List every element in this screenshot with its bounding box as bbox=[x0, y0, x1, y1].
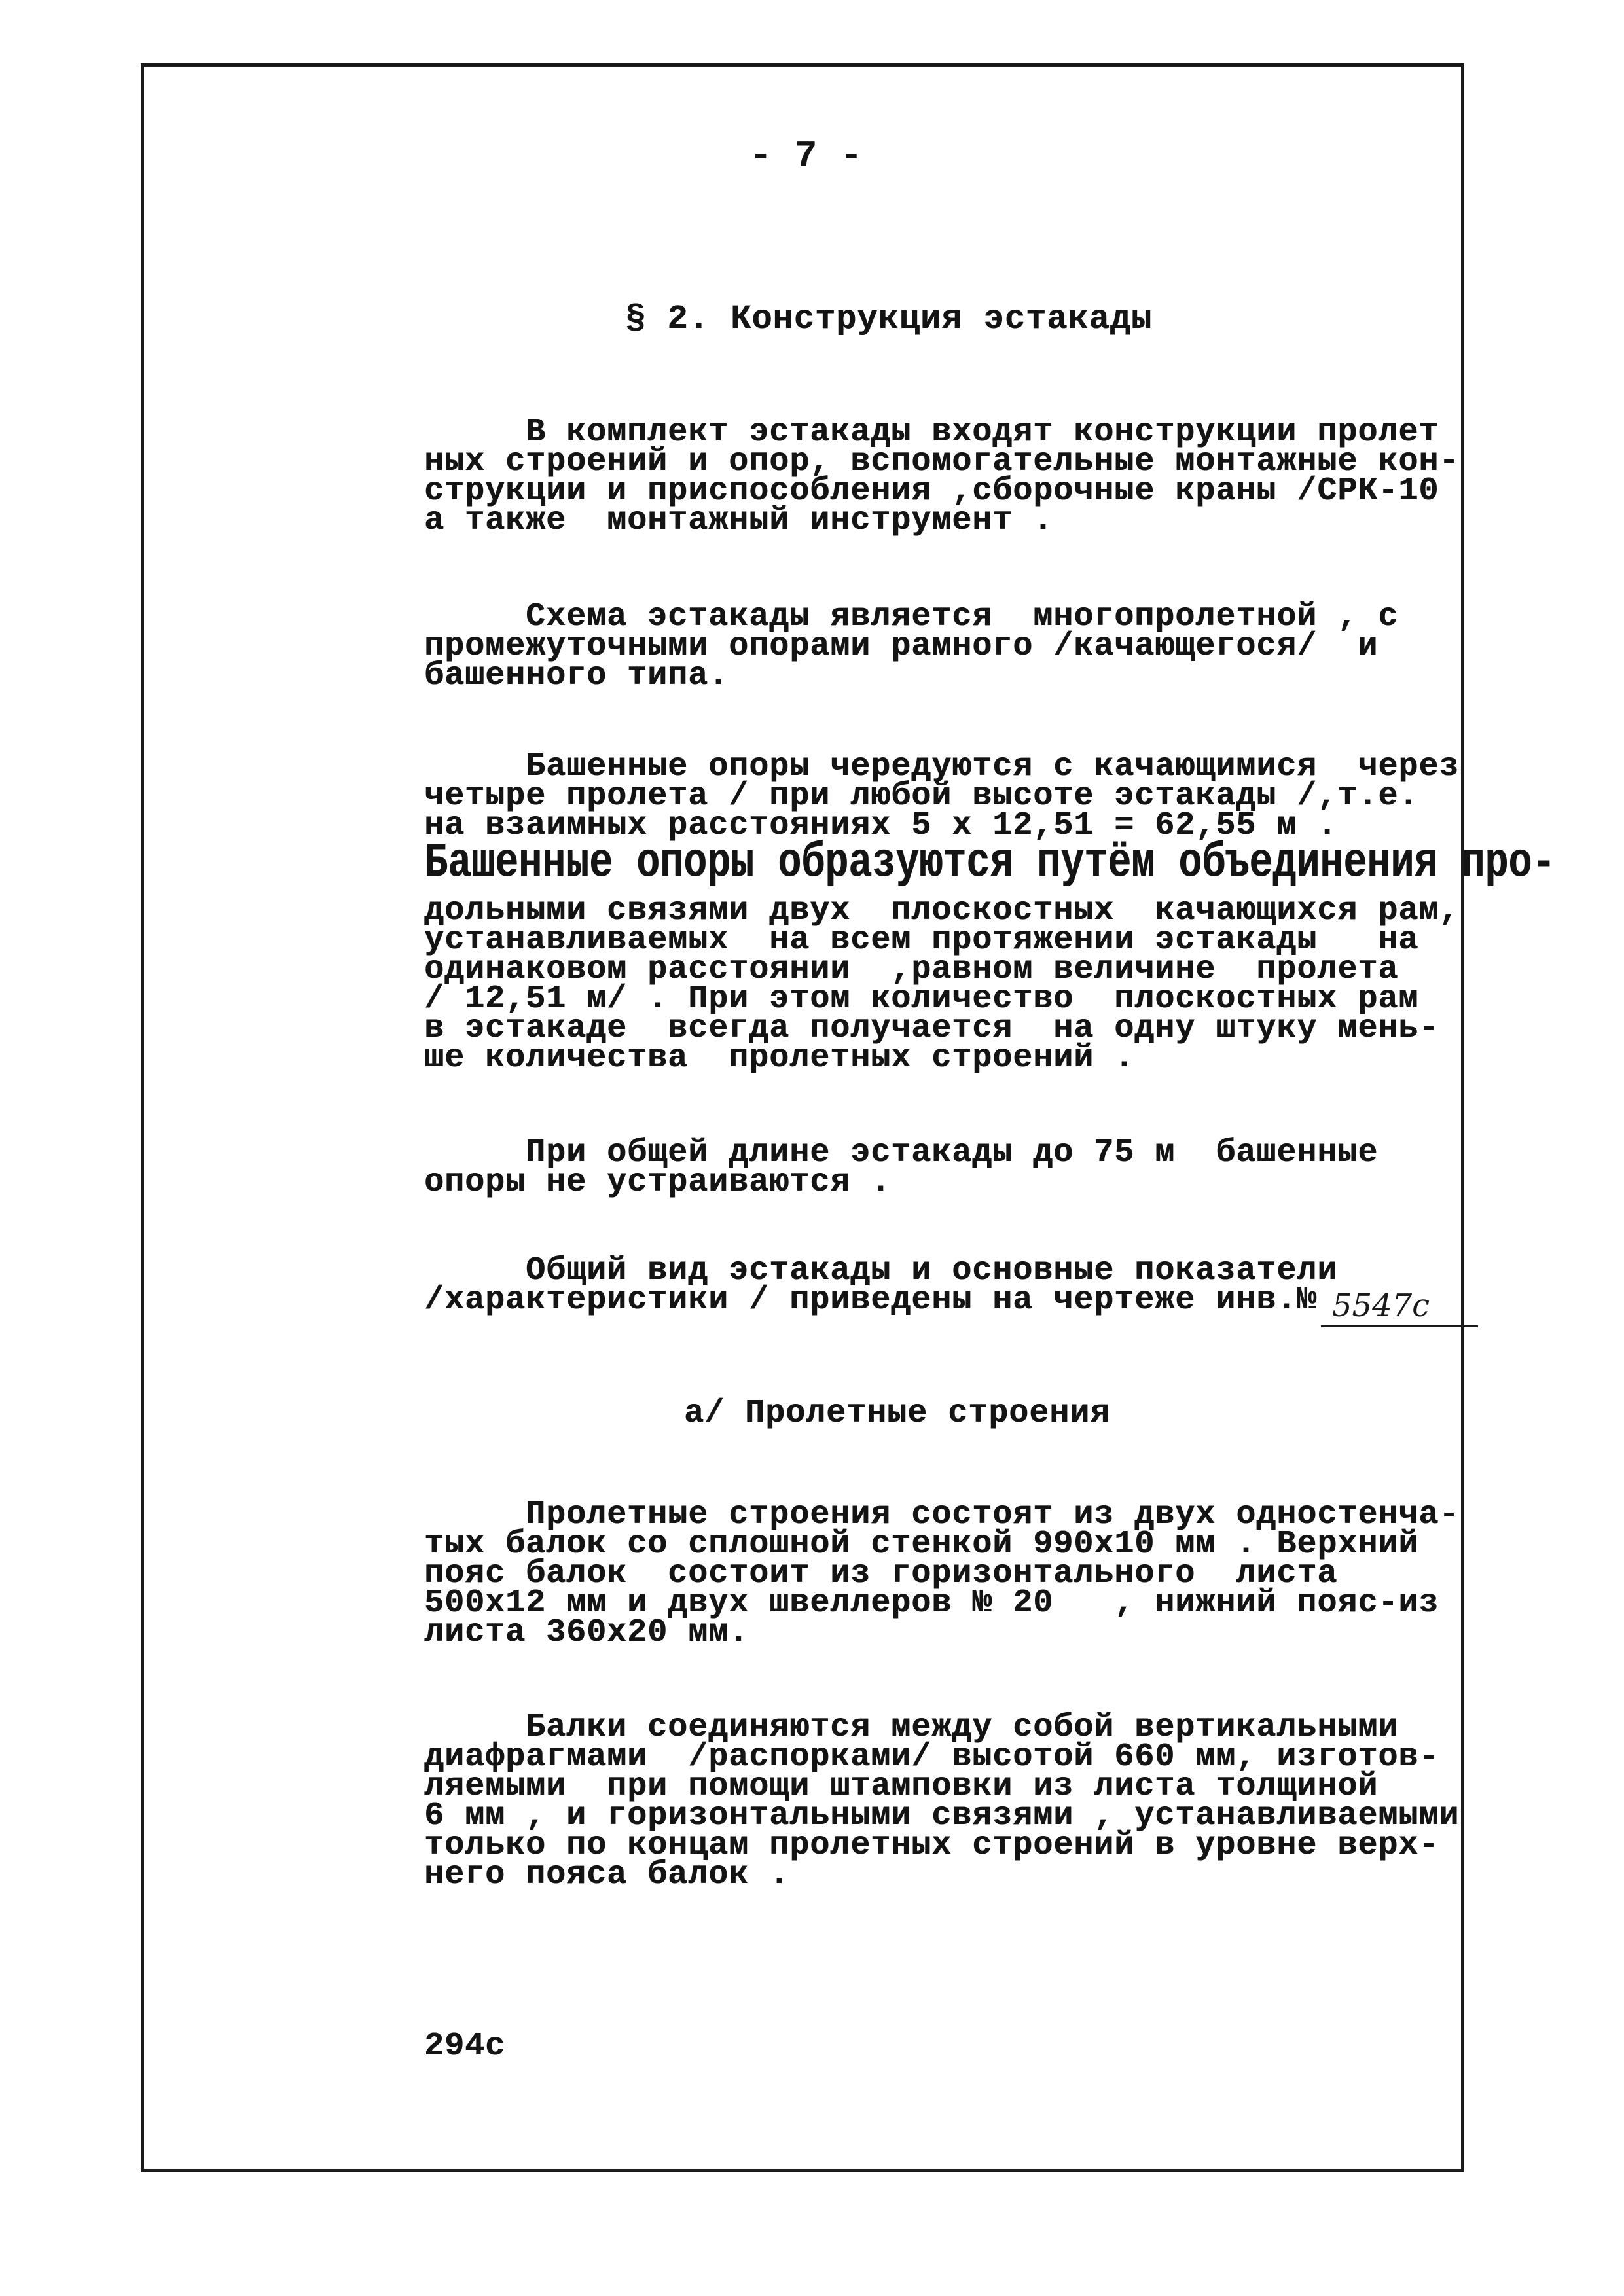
p6-line-1: Пролетные строения состоят из двух одностенча- bbox=[424, 1496, 1460, 1534]
p4-line-1: При общей длине эстакады до 75 м башенные bbox=[424, 1134, 1379, 1172]
p1-line-2: ных строений и опор, вспомогательные монтажные кон- bbox=[424, 443, 1460, 480]
p5-line-1: Общий вид эстакады и основные показатели bbox=[424, 1252, 1338, 1289]
p3-line-5: дольными связями двух плоскостных качающихся рам, bbox=[424, 892, 1460, 929]
handwritten-inventory-number: 5547с bbox=[1332, 1287, 1430, 1324]
p6-line-5: листа 360х20 мм. bbox=[424, 1614, 749, 1651]
p1-line-3: струкции и приспособления ,сборочные краны /СРК-10 bbox=[424, 473, 1439, 510]
section-heading: § 2. Конструкция эстакады bbox=[625, 300, 1153, 338]
p5-line-2: /характеристики / приведены на чертеже инв.№ bbox=[424, 1282, 1318, 1319]
p3-line-9: в эстакаде всегда получается на одну штуку мень- bbox=[424, 1010, 1439, 1047]
p7-line-4: 6 мм , и горизонтальными связями , устанавливаемыми bbox=[424, 1797, 1460, 1835]
p3-line-3: на взаимных расстояниях 5 х 12,51 = 62,55 м . bbox=[424, 807, 1338, 844]
p7-line-1: Балки соединяются между собой вертикальными bbox=[424, 1709, 1399, 1746]
p6-line-4: 500х12 мм и двух швеллеров № 20 , нижний пояс-из bbox=[424, 1585, 1439, 1622]
p2-line-1: Схема эстакады является многопролетной , с bbox=[424, 598, 1399, 636]
p3-line-7: одинаковом расстоянии ,равном величине пролета bbox=[424, 951, 1399, 988]
p2-line-3: башенного типа. bbox=[424, 657, 729, 694]
p4-line-2: опоры не устраиваются . bbox=[424, 1164, 892, 1201]
inventory-number-underline bbox=[1321, 1325, 1478, 1327]
p3-line-6: устанавливаемых на всем протяжении эстакады на bbox=[424, 922, 1419, 959]
p3-line-1: Башенные опоры чередуются с качающимися через bbox=[424, 748, 1460, 785]
p3-line-10: ше количества пролетных строений . bbox=[424, 1039, 1135, 1077]
p7-line-6: него пояса балок . bbox=[424, 1856, 790, 1893]
p3-line-8: / 12,51 м/ . При этом количество плоскостных рам bbox=[424, 980, 1419, 1018]
p3-line-4: Башенные опоры образуются путём объединения про- bbox=[424, 836, 1556, 891]
p7-line-2: диафрагмами /распорками/ высотой 660 мм, изготов- bbox=[424, 1738, 1439, 1776]
footer-code: 294с bbox=[424, 2028, 506, 2065]
p7-line-3: ляемыми при помощи штамповки из листа толщиной bbox=[424, 1768, 1379, 1805]
subsection-heading: а/ Пролетные строения bbox=[684, 1395, 1111, 1432]
p1-line-4: а также монтажный инструмент . bbox=[424, 502, 1054, 539]
p7-line-5: только по концам пролетных строений в уровне верх- bbox=[424, 1827, 1439, 1864]
p3-line-2: четыре пролета / при любой высоте эстакады /,т.е. bbox=[424, 778, 1419, 815]
page-number: - 7 - bbox=[749, 135, 863, 177]
p6-line-2: тых балок со сплошной стенкой 990х10 мм . Верхний bbox=[424, 1526, 1419, 1563]
p1-line-1: В комплект эстакады входят конструкции пролет bbox=[424, 414, 1439, 451]
p6-line-3: пояс балок состоит из горизонтального листа bbox=[424, 1555, 1338, 1592]
p2-line-2: промежуточными опорами рамного /качающегося/ и bbox=[424, 628, 1379, 665]
